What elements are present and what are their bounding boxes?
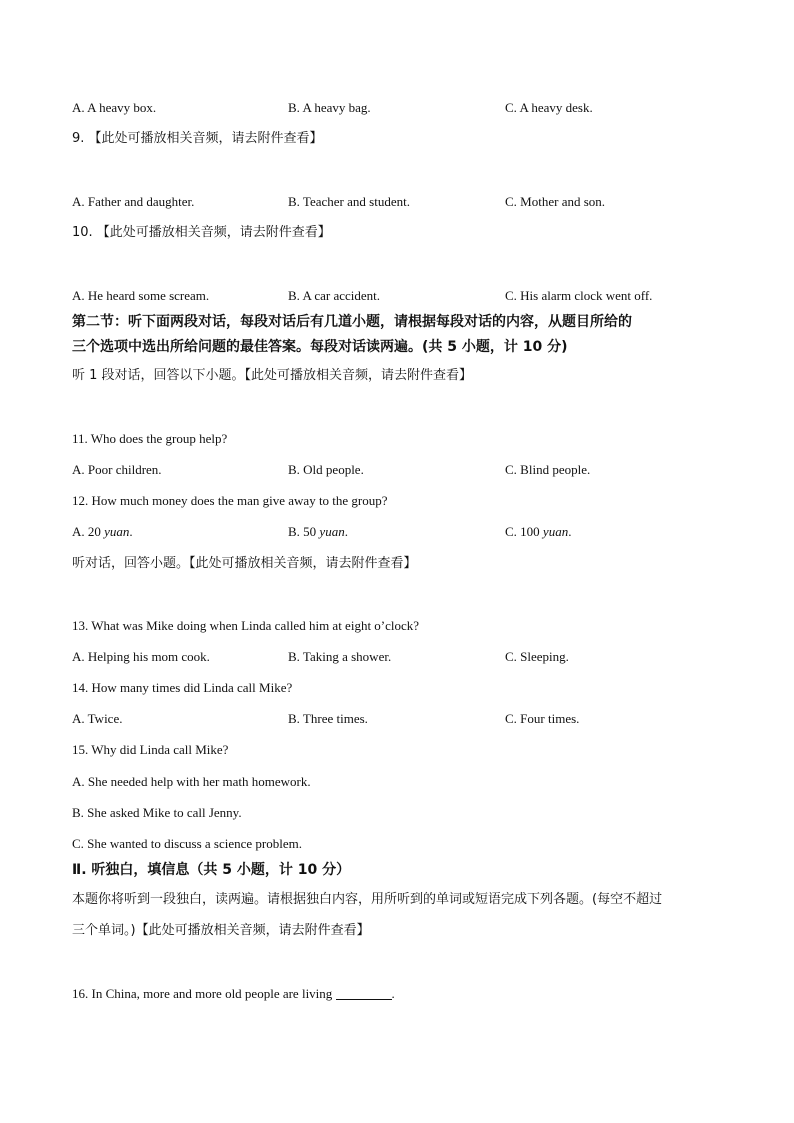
q10-option-b[interactable]: B. A car accident. (288, 288, 381, 303)
q11-options (72, 462, 732, 478)
q13-option-a[interactable]: A. Helping his mom cook. (72, 649, 210, 664)
q11-option-a[interactable]: A. Poor children. (72, 462, 162, 477)
q9-options (72, 194, 732, 210)
section2-heading-line1: 第二节：听下面两段对话，每段对话后有几道小题，请根据每段对话的内容，从题目所给的 (72, 314, 632, 330)
q8-option-c[interactable]: C. A heavy desk. (505, 100, 593, 115)
q12-option-b[interactable] (288, 524, 348, 540)
q15-prompt: 15. Why did Linda call Mike? (72, 742, 229, 757)
part2-instruction-line1: 本题你将听到一段独白，读两遍。请根据独白内容，用所听到的单词或短语完成下列各题。(每空不超过 (72, 892, 663, 907)
q12-option-c[interactable] (505, 524, 571, 540)
q16-prompt: 16. In China, more and more old people are living (72, 986, 333, 1001)
q12-option-c-number: C. 100 (505, 524, 543, 539)
q11-option-c[interactable]: C. Blind people. (505, 462, 591, 477)
q9-option-c[interactable]: C. Mother and son. (505, 194, 606, 209)
q11-prompt: 11. Who does the group help? (72, 431, 228, 446)
q9-prompt: 9. 【此处可播放相关音频，请去附件查看】 (72, 131, 323, 146)
q12-option-a-number: A. 20 (72, 524, 105, 539)
q15-option-b[interactable]: B. She asked Mike to call Jenny. (72, 805, 242, 820)
q15-option-c[interactable]: C. She wanted to discuss a science problem. (72, 836, 302, 851)
section2-heading-line2: 三个选项中选出所给问题的最佳答案。每段对话读两遍。(共 5 小题，计 10 分) (72, 339, 568, 355)
q12-option-b-number: B. 50 (288, 524, 320, 539)
q12-prompt: 12. How much money does the man give away to the group? (72, 493, 388, 508)
q12-option-c-unit: yuan (542, 524, 569, 539)
q16-answer-blank[interactable] (336, 986, 392, 1000)
q9-option-b[interactable]: B. Teacher and student. (288, 194, 410, 209)
q11-option-b[interactable]: B. Old people. (288, 462, 364, 477)
q12-option-a-unit: yuan (104, 524, 130, 539)
part2-heading: Ⅱ. 听独白，填信息（共 5 小题，计 10 分） (72, 862, 351, 878)
q12-option-a[interactable] (72, 524, 133, 540)
q10-option-c[interactable]: C. His alarm clock went off. (505, 288, 653, 303)
q12-option-b-end: . (344, 524, 348, 539)
q16-line (72, 986, 395, 1002)
q14-options (72, 711, 732, 727)
q10-prompt: 10. 【此处可播放相关音频，请去附件查看】 (72, 225, 331, 240)
q12-option-a-end: . (129, 524, 133, 539)
part2-instruction-line2: 三个单词。)【此处可播放相关音频，请去附件查看】 (72, 923, 370, 938)
q12-option-c-end: . (568, 524, 572, 539)
q12-option-b-unit: yuan (319, 524, 345, 539)
q10-options (72, 288, 732, 304)
q14-option-b[interactable]: B. Three times. (288, 711, 368, 726)
q13-option-c[interactable]: C. Sleeping. (505, 649, 569, 664)
q14-option-a[interactable]: A. Twice. (72, 711, 123, 726)
q13-options (72, 649, 732, 665)
q12-options (72, 524, 732, 540)
q8-option-b[interactable]: B. A heavy bag. (288, 100, 371, 115)
q13-prompt: 13. What was Mike doing when Linda called him at eight o’clock? (72, 618, 420, 633)
q13-option-b[interactable]: B. Taking a shower. (288, 649, 392, 664)
q9-option-a[interactable]: A. Father and daughter. (72, 194, 195, 209)
q14-prompt: 14. How many times did Linda call Mike? (72, 680, 293, 695)
dialog2-intro: 听对话，回答小题。【此处可播放相关音频，请去附件查看】 (72, 556, 417, 571)
dialog1-intro: 听 1 段对话，回答以下小题。【此处可播放相关音频，请去附件查看】 (72, 368, 473, 383)
q8-options (72, 100, 732, 116)
q8-option-a[interactable]: A. A heavy box. (72, 100, 157, 115)
q14-option-c[interactable]: C. Four times. (505, 711, 580, 726)
q16-end: . (391, 986, 395, 1001)
q10-option-a[interactable]: A. He heard some scream. (72, 288, 210, 303)
q15-option-a[interactable]: A. She needed help with her math homework. (72, 774, 311, 789)
